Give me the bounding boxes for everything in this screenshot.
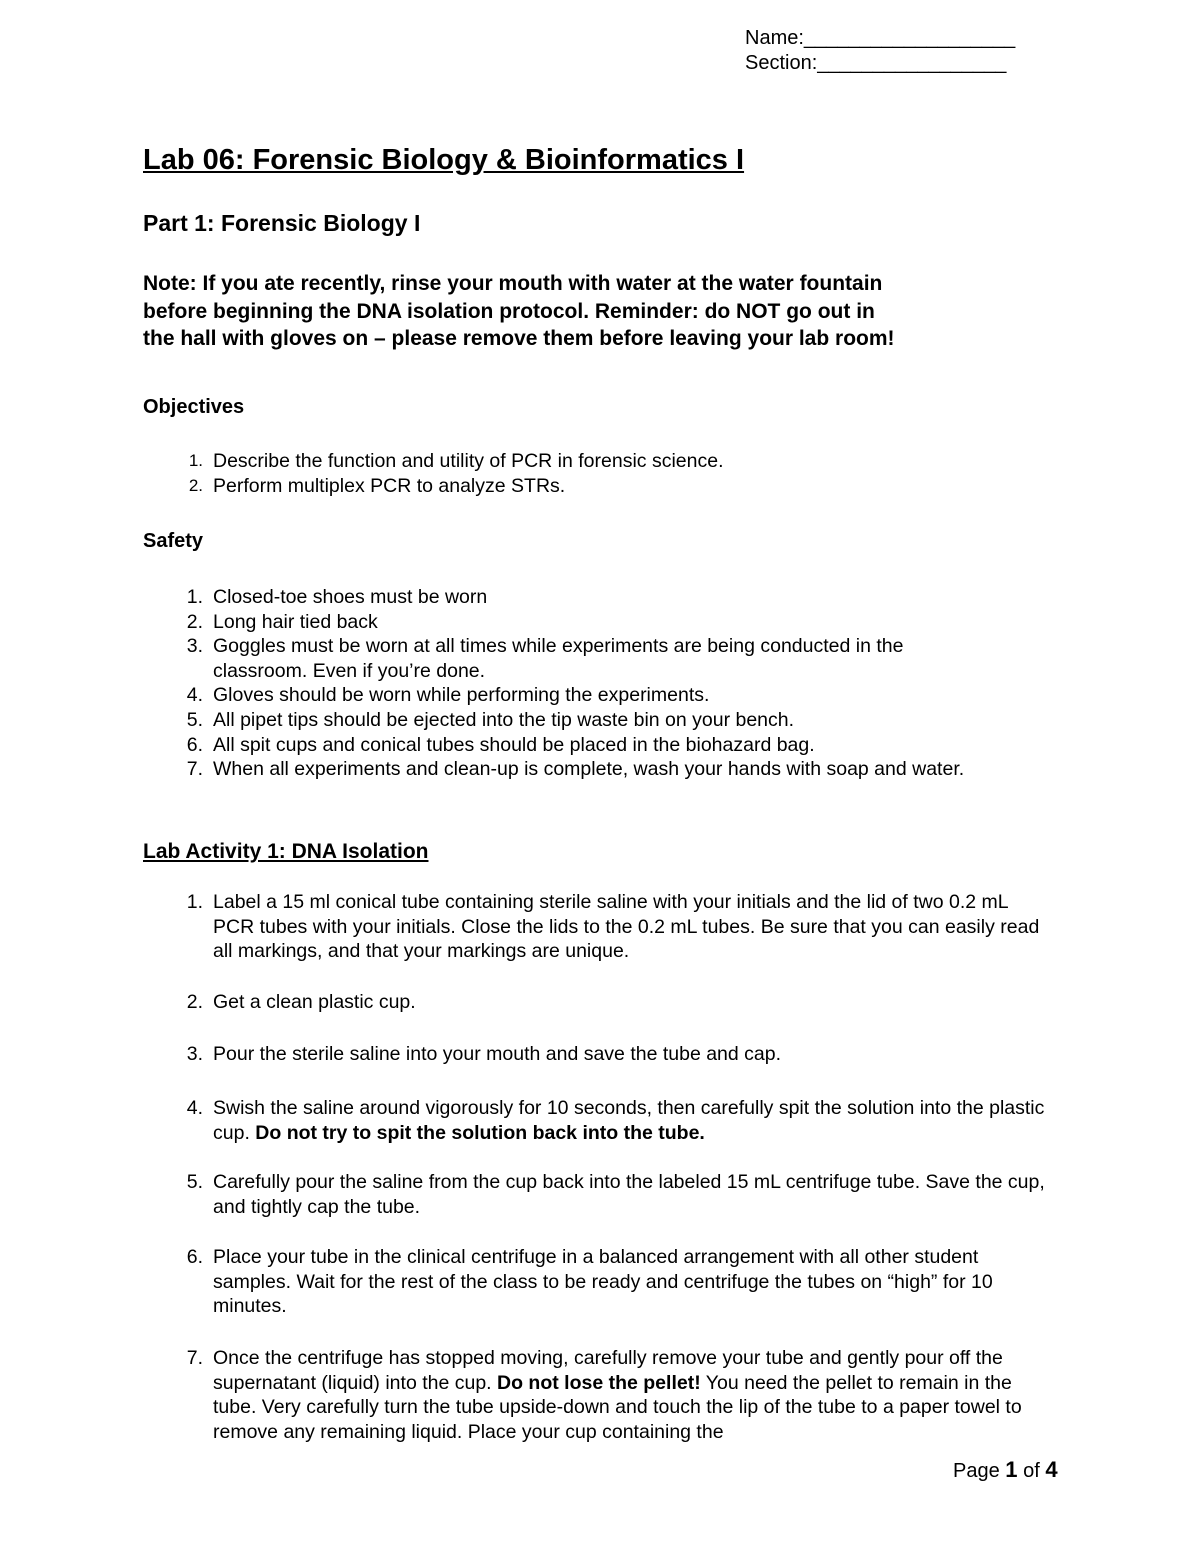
document-title: Lab 06: Forensic Biology & Bioinformatics I xyxy=(143,144,745,176)
list-number: 1. xyxy=(186,586,203,608)
list-number: 4. xyxy=(186,684,203,707)
list-number: 3. xyxy=(186,1043,203,1065)
list-number: 3. xyxy=(186,635,203,658)
list-item xyxy=(186,733,1003,758)
of-word: of xyxy=(1023,1460,1040,1482)
list-number: 1. xyxy=(188,451,203,470)
name-line: Name:___________________ xyxy=(745,27,1016,49)
list-text: Get a clean plastic cup. xyxy=(213,991,416,1013)
list-number: 7. xyxy=(186,1347,203,1369)
list-text: Pour the sterile saline into your mouth and save the tube and cap. xyxy=(213,1043,782,1065)
page-footer xyxy=(953,1457,1058,1484)
list-text-plain: Swish the saline around vigorously for 10 seconds, then carefully spit the solution into the plastic cup. xyxy=(213,1097,1045,1144)
list-number: 1. xyxy=(186,891,203,913)
list-text: All spit cups and conical tubes should be placed in the biohazard bag. xyxy=(213,733,815,756)
objectives-heading: Objectives xyxy=(143,396,245,418)
list-number: 2. xyxy=(188,475,203,495)
list-item xyxy=(186,757,1003,782)
activity-heading: Lab Activity 1: DNA Isolation xyxy=(143,840,429,863)
list-item xyxy=(186,1170,1058,1219)
part-title: Part 1: Forensic Biology I xyxy=(143,210,421,236)
list-item xyxy=(186,1096,1053,1145)
list-text: Describe the function and utility of PCR in forensic science. xyxy=(213,450,724,472)
list-text: Closed-toe shoes must be worn xyxy=(213,586,488,608)
list-number: 2. xyxy=(186,991,203,1013)
list-item xyxy=(188,474,724,499)
list-item xyxy=(186,610,1003,635)
safety-list xyxy=(186,585,1003,782)
objectives-list xyxy=(188,449,724,498)
safety-heading: Safety xyxy=(143,530,204,552)
page-word: Page xyxy=(953,1460,1000,1482)
note-paragraph xyxy=(143,270,1063,353)
page-total: 4 xyxy=(1045,1457,1058,1482)
list-text-bold: Do not lose the pellet! xyxy=(497,1371,701,1394)
list-text: All pipet tips should be ejected into the tip waste bin on your bench. xyxy=(213,708,795,731)
section-line: Section:_________________ xyxy=(745,52,1007,74)
list-number: 6. xyxy=(186,1246,203,1268)
list-text-plain: Once the centrifuge has stopped moving, carefully remove your tube and gently pour off the supernatant (liquid) into the cup. xyxy=(213,1347,1003,1394)
list-text: Perform multiplex PCR to analyze STRs. xyxy=(213,474,566,497)
list-number: 4. xyxy=(186,1097,203,1119)
list-text: When all experiments and clean-up is complete, wash your hands with soap and water. xyxy=(213,758,965,781)
list-text: Long hair tied back xyxy=(213,610,378,633)
list-item xyxy=(186,634,1003,683)
list-number: 2. xyxy=(186,610,203,633)
note-line: the hall with gloves on – please remove them before leaving your lab room! xyxy=(143,327,895,350)
list-number: 5. xyxy=(186,708,203,731)
list-text: Carefully pour the saline from the cup back into the labeled 15 mL centrifuge tube. Save the cup, and tightly cap the tube. xyxy=(213,1171,1045,1218)
list-number: 5. xyxy=(186,1171,203,1193)
list-number: 6. xyxy=(186,733,203,756)
list-item xyxy=(186,890,1053,964)
list-item xyxy=(186,708,1003,733)
list-text xyxy=(213,1346,1058,1444)
list-item xyxy=(186,1042,1053,1067)
list-item xyxy=(188,449,724,474)
list-item xyxy=(186,683,1003,708)
list-item xyxy=(186,1346,1058,1444)
list-item xyxy=(186,1245,1043,1319)
list-text-after: You need the pellet to remain in the tube. Very carefully turn the tube upside-down and touch the lip of the tube to a paper towel to remove any remaining liquid. Place your cup containing the xyxy=(213,1371,1022,1443)
page-number: 1 xyxy=(1005,1457,1018,1482)
note-line: before beginning the DNA isolation protocol. Reminder: do NOT go out in xyxy=(143,299,875,323)
list-text: Place your tube in the clinical centrifuge in a balanced arrangement with all other student samples. Wait for the rest of the class to be ready and centrifuge the tubes on “high” for 10 minutes. xyxy=(213,1246,993,1318)
list-item xyxy=(186,990,1053,1015)
list-text xyxy=(213,1096,1053,1145)
list-number: 7. xyxy=(186,758,203,781)
note-line: Note: If you ate recently, rinse your mouth with water at the water fountain xyxy=(143,272,883,295)
list-text: Label a 15 ml conical tube containing sterile saline with your initials and the lid of two 0.2 mL PCR tubes with your initials. Close the lids to the 0.2 mL tubes. Be sure that you can easily read all markings, and that your markings are unique. xyxy=(213,891,1040,963)
list-item xyxy=(186,585,1003,610)
list-text-bold: Do not try to spit the solution back into the tube. xyxy=(255,1121,705,1144)
list-text: Goggles must be worn at all times while experiments are being conducted in the classroom. Even if you’re done. xyxy=(213,635,904,682)
list-text: Gloves should be worn while performing the experiments. xyxy=(213,684,710,707)
